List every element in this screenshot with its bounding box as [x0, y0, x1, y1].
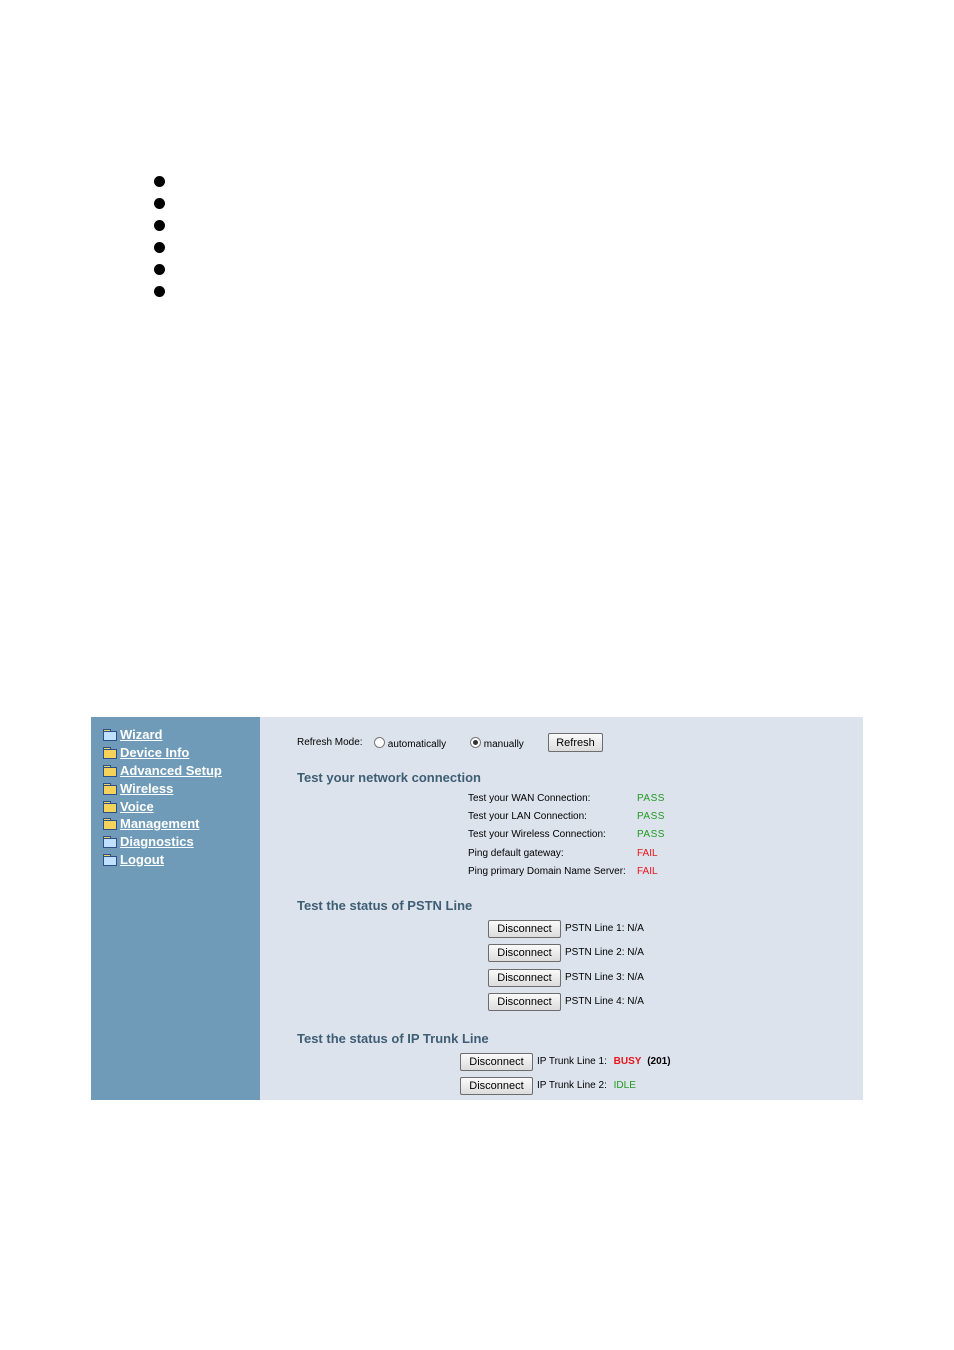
folder-open-icon: [103, 729, 117, 740]
trunk-status-busy: BUSY: [613, 1056, 642, 1067]
pstn-line-status: N/A: [627, 972, 644, 983]
pstn-line-status: N/A: [627, 923, 644, 934]
trunk-line: [537, 1080, 636, 1091]
sidebar-item-label[interactable]: Device Info: [120, 745, 190, 761]
sidebar-item-label[interactable]: Management: [120, 816, 200, 832]
bullet-list: [154, 176, 165, 308]
pstn-disconnect-button[interactable]: Disconnect: [488, 920, 561, 938]
status-fail: FAIL: [637, 848, 658, 859]
test-label: Test your Wireless Connection:: [468, 829, 606, 840]
radio-manually[interactable]: [470, 737, 481, 748]
pstn-line-label: PSTN Line 3:: [565, 972, 625, 983]
pstn-disconnect-button[interactable]: Disconnect: [488, 969, 561, 987]
folder-closed-icon: [103, 783, 117, 794]
radio-label: automatically: [387, 739, 447, 750]
trunk-line-label: IP Trunk Line 1:: [537, 1056, 607, 1067]
trunk-disconnect-button[interactable]: Disconnect: [460, 1053, 533, 1071]
bullet: [154, 176, 165, 187]
router-diagnostics-panel: [91, 717, 863, 1100]
pstn-line-label: PSTN Line 1:: [565, 923, 625, 934]
bullet: [154, 220, 165, 231]
sidebar-item-advanced-setup[interactable]: [103, 762, 222, 780]
folder-open-icon: [103, 854, 117, 865]
section-title-network: Test your network connection: [297, 770, 481, 785]
section-title-ip-trunk: Test the status of IP Trunk Line: [297, 1031, 489, 1046]
sidebar-item-wireless[interactable]: [103, 779, 222, 797]
pstn-line-label: PSTN Line 2:: [565, 947, 625, 958]
pstn-disconnect-button[interactable]: Disconnect: [488, 993, 561, 1011]
pstn-line-label: PSTN Line 4:: [565, 996, 625, 1007]
status-pass: PASS: [637, 793, 665, 804]
status-pass: PASS: [637, 811, 665, 822]
sidebar-item-management[interactable]: [103, 815, 222, 833]
trunk-status-idle: IDLE: [613, 1080, 636, 1091]
section-title-pstn: Test the status of PSTN Line: [297, 898, 473, 913]
sidebar-item-label[interactable]: Voice: [120, 798, 154, 814]
bullet: [154, 242, 165, 253]
sidebar-item-label[interactable]: Logout: [120, 851, 165, 867]
radio-label: manually: [483, 739, 524, 750]
refresh-auto-option[interactable]: [374, 737, 446, 750]
test-label: Ping default gateway:: [468, 848, 564, 859]
pstn-disconnect-button[interactable]: Disconnect: [488, 944, 561, 962]
pstn-line-status: N/A: [627, 996, 644, 1007]
sidebar-item-voice[interactable]: [103, 797, 222, 815]
trunk-disconnect-button[interactable]: Disconnect: [460, 1077, 533, 1095]
trunk-line-label: IP Trunk Line 2:: [537, 1080, 607, 1091]
pstn-line-status: N/A: [627, 947, 644, 958]
sidebar-item-device-info[interactable]: [103, 744, 222, 762]
folder-closed-icon: [103, 765, 117, 776]
trunk-line: [537, 1056, 671, 1067]
test-label: Test your WAN Connection:: [468, 793, 591, 804]
trunk-line-extra: (201): [647, 1056, 671, 1067]
bullet: [154, 264, 165, 275]
refresh-manual-option[interactable]: [470, 737, 524, 750]
refresh-button[interactable]: Refresh: [548, 733, 603, 752]
sidebar-item-label[interactable]: Wizard: [120, 727, 163, 743]
folder-closed-icon: [103, 747, 117, 758]
folder-closed-icon: [103, 801, 117, 812]
sidebar-item-diagnostics[interactable]: [103, 833, 222, 851]
pstn-line: [565, 972, 644, 983]
sidebar-item-label[interactable]: Diagnostics: [120, 834, 194, 850]
folder-open-icon: [103, 836, 117, 847]
sidebar: [91, 717, 260, 1100]
sidebar-item-logout[interactable]: [103, 851, 222, 869]
sidebar-item-wizard[interactable]: [103, 726, 222, 744]
refresh-mode-label: Refresh Mode:: [297, 737, 363, 748]
status-pass: PASS: [637, 829, 665, 840]
test-label: Test your LAN Connection:: [468, 811, 587, 822]
pstn-line: [565, 947, 644, 958]
radio-automatically[interactable]: [374, 737, 385, 748]
pstn-line: [565, 996, 644, 1007]
test-label: Ping primary Domain Name Server:: [468, 866, 626, 877]
sidebar-nav: [103, 726, 222, 868]
sidebar-item-label[interactable]: Advanced Setup: [120, 762, 222, 778]
main-content: [260, 717, 863, 1100]
status-fail: FAIL: [637, 866, 658, 877]
folder-closed-icon: [103, 818, 117, 829]
bullet: [154, 286, 165, 297]
pstn-line: [565, 923, 644, 934]
bullet: [154, 198, 165, 209]
sidebar-item-label[interactable]: Wireless: [120, 780, 174, 796]
